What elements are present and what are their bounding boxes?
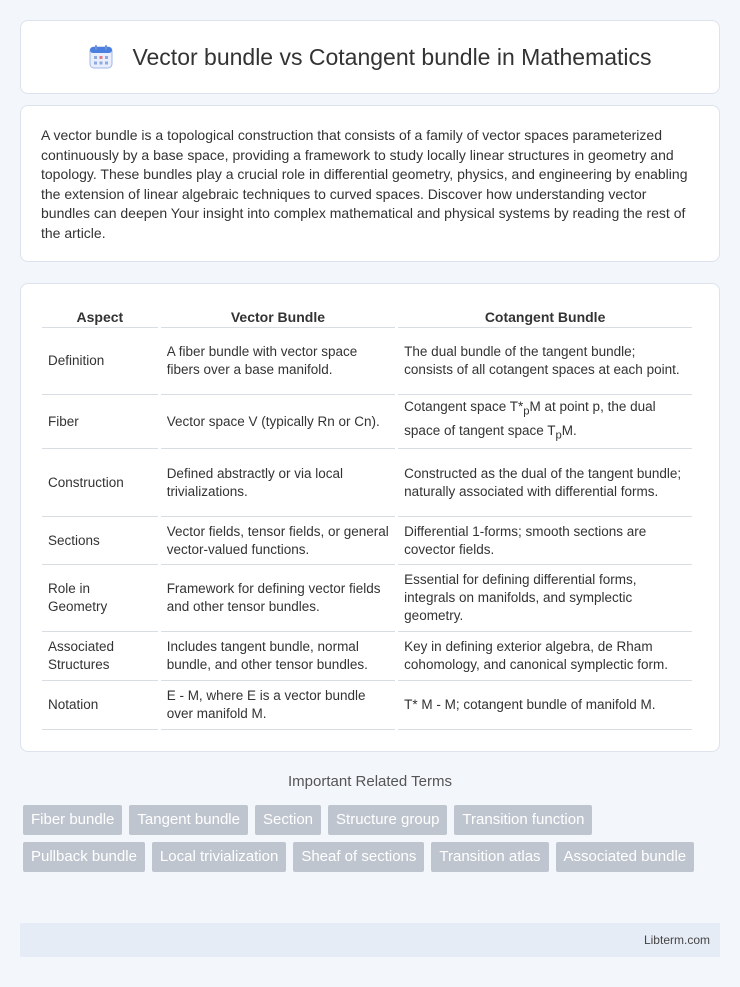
table-cell: Fiber xyxy=(42,395,158,449)
tag-local-trivialization[interactable]: Local trivialization xyxy=(152,842,286,872)
footer xyxy=(20,923,720,957)
table-cell: T* M - M; cotangent bundle of manifold M. xyxy=(398,681,692,730)
tag-fiber-bundle[interactable]: Fiber bundle xyxy=(23,805,122,835)
fiber-sub-p2: p xyxy=(555,429,562,442)
table-cell: Constructed as the dual of the tangent bundle; naturally associated with differential forms. xyxy=(398,449,692,517)
tag-associated-bundle[interactable]: Associated bundle xyxy=(556,842,695,872)
related-terms-list xyxy=(23,805,723,879)
table-cell: Essential for defining differential forms, integrals on manifolds, and symplectic geometry. xyxy=(398,565,692,632)
table-row xyxy=(42,395,692,449)
table-cell: Key in defining exterior algebra, de Rham cohomology, and canonical symplectic form. xyxy=(398,632,692,681)
table-cell: Definition xyxy=(42,328,158,395)
table-cell: Notation xyxy=(42,681,158,730)
table-row xyxy=(42,517,692,565)
header-vector-bundle: Vector Bundle xyxy=(161,305,395,328)
tag-section[interactable]: Section xyxy=(255,805,321,835)
header-cotangent-bundle: Cotangent Bundle xyxy=(398,305,692,328)
fiber-text-b: M at point p, the dual space of tangent space T xyxy=(404,399,656,438)
table-cell xyxy=(398,395,692,449)
table-row xyxy=(42,681,692,730)
page-title: Vector bundle vs Cotangent bundle in Mathematics xyxy=(132,43,652,70)
table-cell: Vector space V (typically Rn or Cn). xyxy=(161,395,395,449)
table-cell: Role in Geometry xyxy=(42,565,158,632)
fiber-text-c: M. xyxy=(561,422,577,438)
table-row xyxy=(42,565,692,632)
fiber-text-a: Cotangent space T* xyxy=(404,399,524,415)
footer-site-link[interactable]: Libterm.com xyxy=(643,933,710,947)
table-cell: E - M, where E is a vector bundle over manifold M. xyxy=(161,681,395,730)
tag-structure-group[interactable]: Structure group xyxy=(328,805,447,835)
table-cell: The dual bundle of the tangent bundle; consists of all cotangent spaces at each point. xyxy=(398,328,692,395)
table-cell: Includes tangent bundle, normal bundle, and other tensor bundles. xyxy=(161,632,395,681)
table-cell: Defined abstractly or via local trivializations. xyxy=(161,449,395,517)
header-aspect: Aspect xyxy=(42,305,158,328)
table-cell: A fiber bundle with vector space fibers over a base manifold. xyxy=(161,328,395,395)
table-row xyxy=(42,632,692,681)
tag-transition-function[interactable]: Transition function xyxy=(454,805,592,835)
tag-pullback-bundle[interactable]: Pullback bundle xyxy=(23,842,145,872)
comparison-table xyxy=(39,305,695,730)
table-cell: Vector fields, tensor fields, or general vector-valued functions. xyxy=(161,517,395,565)
intro-paragraph: A vector bundle is a topological construction that consists of a family of vector spaces parameterized continuously by a base space, providing a framework to study locally linear structures in geometry and topology. These bundles play a crucial role in differential geometry, physics, and engineering by enabling the extension of linear algebraic techniques to curved spaces. Discover how understanding vector bundles can deepen Your insight into complex mathematical and physical systems by reading the rest of the article. xyxy=(41,127,688,241)
intro-card xyxy=(20,105,720,262)
table-row xyxy=(42,328,692,395)
calendar-grid-icon xyxy=(88,44,114,70)
table-cell: Associated Structures xyxy=(42,632,158,681)
table-cell: Sections xyxy=(42,517,158,565)
tag-sheaf-of-sections[interactable]: Sheaf of sections xyxy=(293,842,424,872)
fiber-sub-p: p xyxy=(523,405,530,418)
tag-transition-atlas[interactable]: Transition atlas xyxy=(431,842,548,872)
tag-tangent-bundle[interactable]: Tangent bundle xyxy=(129,805,248,835)
table-cell: Construction xyxy=(42,449,158,517)
header-card xyxy=(20,20,720,94)
table-row xyxy=(42,449,692,517)
table-cell: Differential 1-forms; smooth sections are covector fields. xyxy=(398,517,692,565)
table-cell: Framework for defining vector fields and other tensor bundles. xyxy=(161,565,395,632)
table-header-row xyxy=(42,305,692,328)
comparison-table-card xyxy=(20,283,720,752)
related-terms-title: Important Related Terms xyxy=(288,773,452,790)
